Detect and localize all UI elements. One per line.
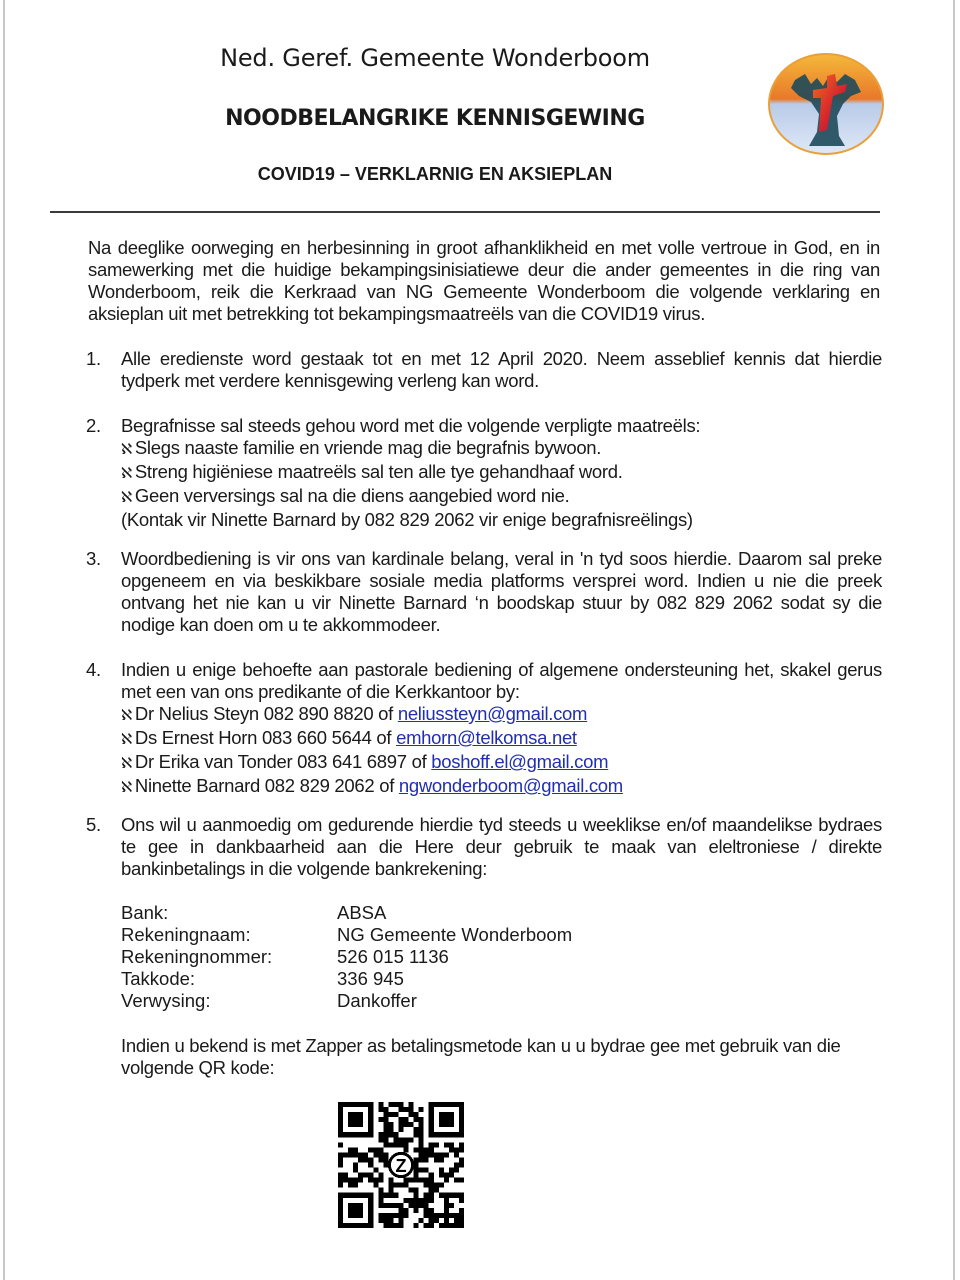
bank-value: 526 015 1136 bbox=[337, 946, 449, 967]
header-divider bbox=[50, 211, 880, 213]
item-number: 4. bbox=[86, 659, 101, 680]
bank-value: ABSA bbox=[337, 902, 387, 923]
item-text: Alle eredienste word gestaak tot en met 12 April 2020. Neem asseblief kennis dat hierdie tydperk met verdere kennisgewing verleng kan word. bbox=[121, 348, 882, 391]
organization-name: Ned. Geref. Gemeente Wonderboom bbox=[220, 44, 650, 72]
item-number: 5. bbox=[86, 814, 101, 835]
item-number: 3. bbox=[86, 548, 101, 569]
bank-row bbox=[121, 902, 572, 924]
zapper-qr-code-icon[interactable] bbox=[338, 1102, 464, 1228]
item-number: 2. bbox=[86, 415, 101, 436]
zapper-instructions: Indien u bekend is met Zapper as betalingsmetode kan u u bydrae gee met gebruik van die volgende QR kode: bbox=[121, 1035, 841, 1078]
bank-label: Rekeningnaam: bbox=[121, 924, 251, 945]
email-link[interactable]: ngwonderboom@gmail.com bbox=[398, 775, 623, 796]
bank-details bbox=[121, 902, 572, 1012]
church-logo-icon bbox=[765, 52, 887, 156]
bullet-icon: ℵ bbox=[121, 707, 132, 724]
item-number: 1. bbox=[86, 348, 101, 369]
contact-item: ℵ Dr Nelius Steyn 082 890 8820 of neliussteyn@gmail.com bbox=[121, 703, 588, 724]
item-text: Begrafnisse sal steeds gehou word met die volgende verpligte maatreëls: bbox=[121, 415, 701, 436]
list-item-5 bbox=[86, 814, 882, 880]
notice-title: NOODBELANGRIKE KENNISGEWING bbox=[225, 106, 645, 131]
list-item-4 bbox=[86, 659, 882, 799]
funeral-contact-note: (Kontak vir Ninette Barnard by 082 829 2062 vir enige begrafnisreëlings) bbox=[121, 509, 693, 530]
email-link[interactable]: boshoff.el@gmail.com bbox=[431, 751, 609, 772]
bullet-item: ℵ Streng higiëniese maatreëls sal ten alle tye gehandhaaf word. bbox=[121, 461, 623, 482]
intro-paragraph: Na deeglike oorweging en herbesinning in groot afhanklikheid en met volle vertroue in God, en in samewerking met die huidige bekampingsinisiatiewe deur die ander gemeentes in die ring van Wonderboom, reik die Kerkraad van NG Gemeente Wonderboom die volgende verklaring en aksieplan uit met betrekking tot bekampingsmaatreëls van die COVID19 virus. bbox=[88, 237, 880, 324]
bullet-icon: ℵ bbox=[121, 465, 132, 482]
contact-item: ℵ Dr Erika van Tonder 083 641 6897 of boshoff.el@gmail.com bbox=[121, 751, 609, 772]
bank-value: NG Gemeente Wonderboom bbox=[337, 924, 573, 945]
email-link[interactable]: emhorn@telkomsa.net bbox=[396, 727, 577, 748]
email-link[interactable]: neliussteyn@gmail.com bbox=[397, 703, 588, 724]
bank-label: Verwysing: bbox=[121, 990, 211, 1011]
bank-label: Takkode: bbox=[121, 968, 196, 989]
bank-label: Bank: bbox=[121, 902, 169, 923]
bullet-icon: ℵ bbox=[121, 489, 132, 506]
list-item-3 bbox=[86, 548, 882, 636]
bank-value: Dankoffer bbox=[337, 990, 417, 1011]
bullet-item: ℵ Slegs naaste familie en vriende mag die begrafnis bywoon. bbox=[121, 437, 602, 458]
notice-subtitle: COVID19 – VERKLARNIG EN AKSIEPLAN bbox=[257, 164, 613, 184]
bullet-icon: ℵ bbox=[121, 731, 132, 748]
bullet-item: ℵ Geen verversings sal na die diens aangebied word nie. bbox=[121, 485, 570, 506]
bank-label: Rekeningnommer: bbox=[121, 946, 273, 967]
bank-row bbox=[121, 946, 572, 968]
svg-text:Z: Z bbox=[395, 1156, 407, 1177]
list-item-1 bbox=[86, 348, 882, 392]
item-text: Woordbediening is vir ons van kardinale belang, veral in 'n tyd soos hierdie. Daarom sal preke opgeneem en via beskikbare sosiale media platforms versprei word. Indien u nie die preek ontvang het nie kan u vir Ninette Barnard ‘n boodskap stuur by 082 829 2062 sodat sy die nodige kan doen om u te akkommodeer. bbox=[121, 548, 882, 635]
contact-item: ℵ Ninette Barnard 082 829 2062 of ngwonderboom@gmail.com bbox=[121, 775, 623, 796]
bullet-icon: ℵ bbox=[121, 755, 132, 772]
page-frame bbox=[3, 0, 955, 1280]
bank-row bbox=[121, 924, 572, 946]
contact-item: ℵ Ds Ernest Horn 083 660 5644 of emhorn@telkomsa.net bbox=[121, 727, 577, 748]
item-text: Indien u enige behoefte aan pastorale bediening of algemene ondersteuning het, skakel gerus met een van ons predikante of die Kerkkantoor by: bbox=[121, 659, 882, 702]
bullet-icon: ℵ bbox=[121, 779, 132, 796]
bank-row bbox=[121, 990, 572, 1012]
list-item-2 bbox=[86, 415, 882, 531]
bank-value: 336 945 bbox=[337, 968, 404, 989]
bank-row bbox=[121, 968, 572, 990]
item-text: Ons wil u aanmoedig om gedurende hierdie tyd steeds u weeklikse en/of maandelikse bydraes te gee in dankbaarheid aan die Here deur gebruik te maak van eleltroniese / direkte bankinbetalings in die volgende bankrekening: bbox=[121, 814, 882, 879]
bullet-icon: ℵ bbox=[121, 441, 132, 458]
